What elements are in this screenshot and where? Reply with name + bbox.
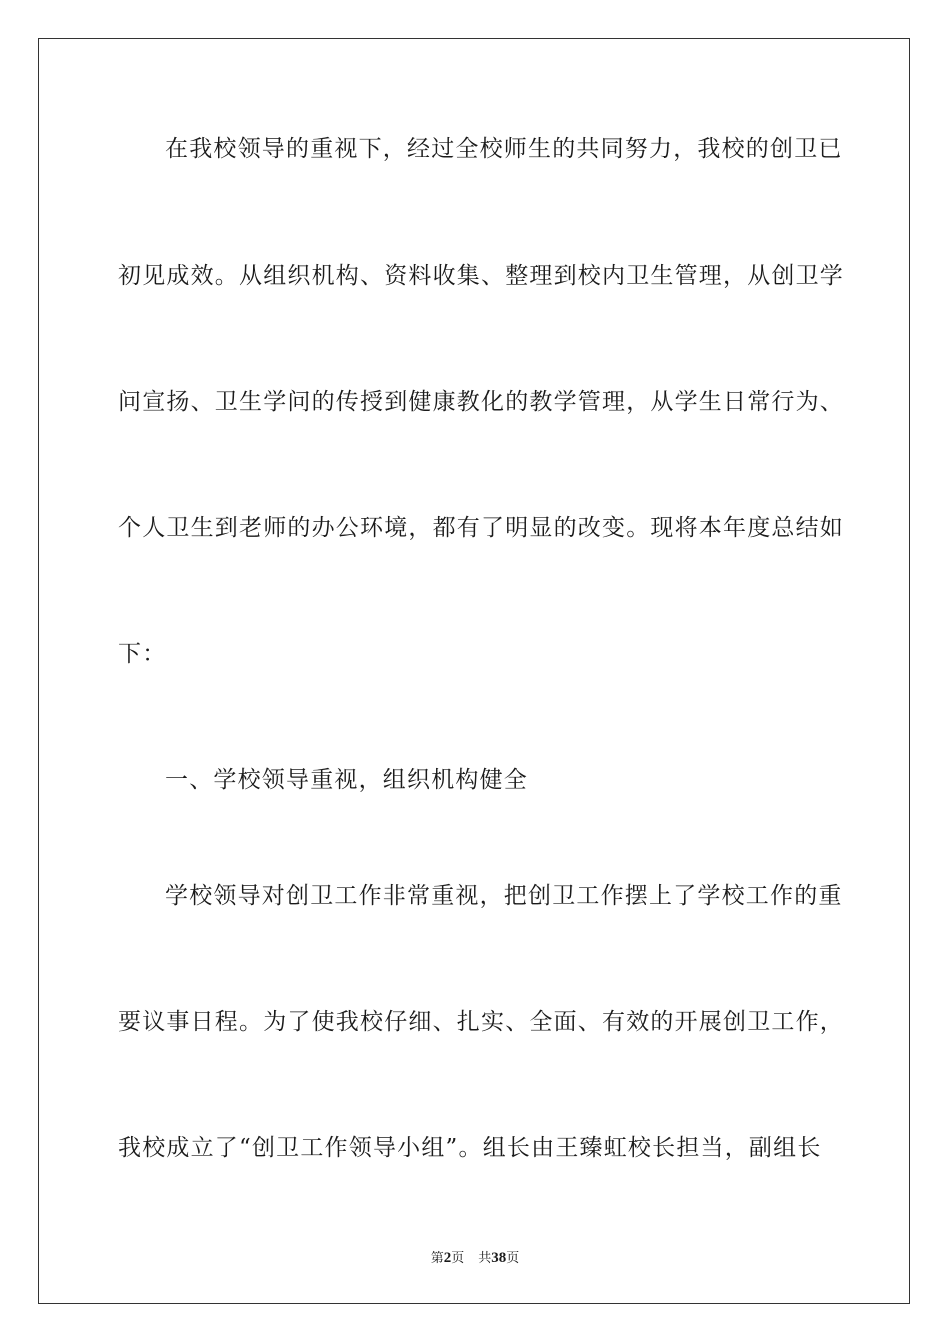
section-heading-1: 一、学校领导重视，组织机构健全 bbox=[165, 767, 528, 793]
footer-page-prefix: 第 bbox=[430, 1251, 444, 1266]
footer-total-suffix: 页 bbox=[506, 1251, 520, 1266]
footer-page-suffix: 页 bbox=[451, 1251, 465, 1266]
footer-page-number: 2 bbox=[443, 1250, 452, 1266]
footer-total-number: 38 bbox=[491, 1250, 507, 1266]
paragraph-1-line-5: 下： bbox=[118, 641, 167, 667]
paragraph-2-line-1: 学校领导对创卫工作非常重视，把创卫工作摆上了学校工作的重 bbox=[165, 883, 843, 909]
footer-total-prefix: 共 bbox=[478, 1251, 492, 1266]
page-border bbox=[38, 38, 910, 1304]
paragraph-1-line-2: 初见成效。从组织机构、资料收集、整理到校内卫生管理，从创卫学 bbox=[118, 263, 844, 289]
paragraph-1-line-3: 问宣扬、卫生学问的传授到健康教化的教学管理，从学生日常行为、 bbox=[118, 389, 844, 415]
paragraph-2-line-3: 我校成立了“创卫工作领导小组”。组长由王臻虹校长担当，副组长 bbox=[118, 1135, 822, 1161]
page-footer bbox=[0, 1247, 950, 1267]
paragraph-2-line-2: 要议事日程。为了使我校仔细、扎实、全面、有效的开展创卫工作， bbox=[118, 1009, 844, 1035]
paragraph-1-line-1: 在我校领导的重视下，经过全校师生的共同努力，我校的创卫已 bbox=[165, 136, 843, 162]
paragraph-1-line-4: 个人卫生到老师的办公环境，都有了明显的改变。现将本年度总结如 bbox=[118, 515, 844, 541]
